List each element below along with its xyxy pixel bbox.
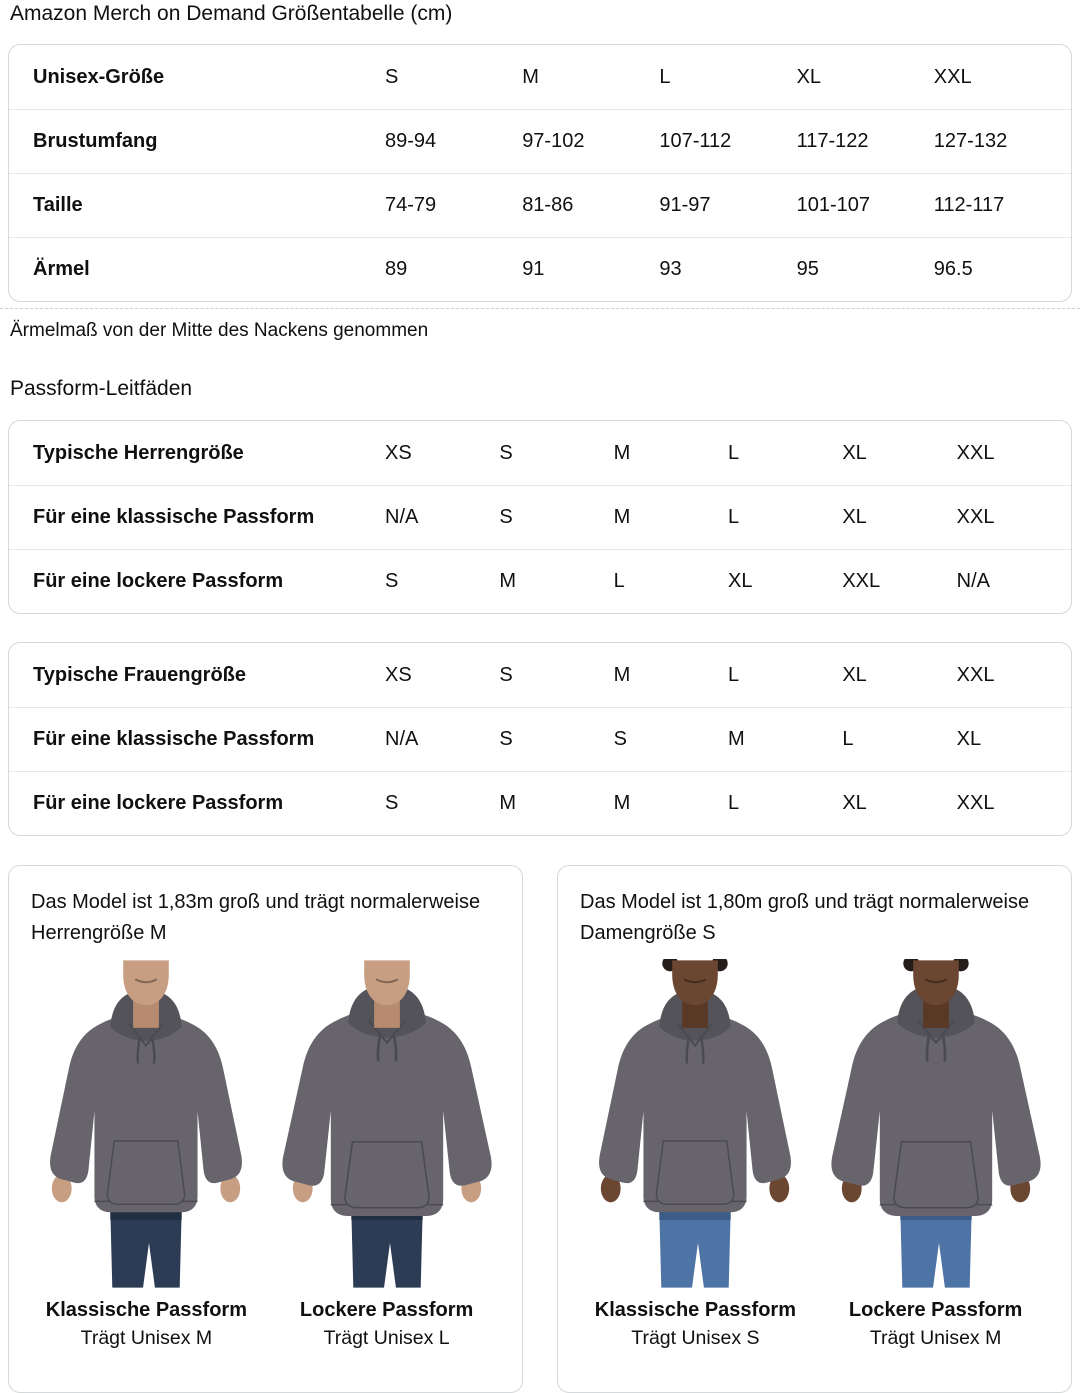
- size-cell: 107-112: [659, 130, 732, 152]
- row-label: Für eine lockere Passform: [33, 792, 284, 814]
- model-description: Das Model ist 1,80m groß und trägt normalerweise Damengröße S: [580, 891, 1030, 944]
- column-header: M: [522, 65, 539, 88]
- size-cell: 95: [796, 258, 819, 280]
- table-header-row: [9, 421, 1071, 485]
- figure-fit-label: Lockere Passform: [299, 1299, 474, 1321]
- table-header-row: [9, 643, 1071, 707]
- hoodie-model-photo: [581, 959, 809, 1289]
- size-cell: N/A: [956, 570, 990, 592]
- model-cards-row: [8, 865, 1072, 1393]
- figures-row: [31, 959, 502, 1353]
- figure-fit-label: Klassische Passform: [594, 1299, 796, 1321]
- size-cell: 127-132: [933, 130, 1008, 152]
- figure-fit-label: Klassische Passform: [45, 1299, 247, 1321]
- column-header: XXL: [956, 441, 995, 464]
- table-row: [9, 485, 1071, 549]
- model-figure-loose: [820, 959, 1051, 1353]
- column-header: S: [385, 65, 399, 88]
- figure-size-label: Trägt Unisex M: [869, 1327, 1002, 1349]
- row-label: Ärmel: [33, 258, 90, 280]
- model-figure-classic: [31, 959, 262, 1353]
- size-cell: M: [613, 506, 631, 528]
- size-cell: 112-117: [933, 194, 1005, 216]
- figure-size-label: Trägt Unisex M: [80, 1327, 213, 1349]
- size-cell: 89-94: [385, 130, 437, 152]
- table-row: [9, 707, 1071, 771]
- row-label: Taille: [33, 194, 83, 216]
- size-cell: XL: [956, 728, 982, 750]
- size-cell: 74-79: [385, 194, 437, 216]
- hoodie-model-photo: [273, 959, 501, 1289]
- row-label: Typische Herrengröße: [33, 441, 244, 464]
- column-header: XS: [385, 663, 412, 686]
- size-cell: 97-102: [522, 130, 585, 152]
- size-cell: XXL: [956, 792, 995, 814]
- size-cell: S: [499, 728, 513, 750]
- figure-size-label: Trägt Unisex S: [631, 1327, 760, 1349]
- fit-guides-heading: Passform-Leitfäden: [10, 377, 193, 400]
- dashed-divider: [0, 308, 1080, 309]
- hoodie-model-photo: [32, 959, 260, 1289]
- model-figure-loose: [271, 959, 502, 1353]
- size-cell: M: [728, 728, 745, 750]
- sleeve-measure-note: Ärmelmaß von der Mitte des Nackens genommen: [10, 320, 429, 341]
- size-cell: M: [613, 792, 631, 814]
- size-cell: XL: [728, 570, 753, 592]
- column-header: XL: [796, 65, 822, 88]
- row-label: Brustumfang: [33, 130, 158, 152]
- row-label: Unisex-Größe: [33, 65, 165, 88]
- column-header: S: [499, 663, 513, 686]
- table-row: [9, 549, 1071, 613]
- model-figure-classic: [580, 959, 811, 1353]
- figure-size-label: Trägt Unisex L: [323, 1327, 450, 1349]
- size-cell: 81-86: [522, 194, 574, 216]
- size-cell: N/A: [385, 506, 419, 528]
- unisex-size-table: [8, 44, 1072, 302]
- page-title: Amazon Merch on Demand Größentabelle (cm): [10, 2, 453, 25]
- size-cell: N/A: [385, 728, 419, 750]
- figures-row: [580, 959, 1051, 1353]
- table-row: [9, 771, 1071, 835]
- size-cell: S: [499, 506, 513, 528]
- spacer: [8, 614, 1072, 642]
- size-cell: XL: [842, 506, 867, 528]
- row-label: Für eine klassische Passform: [33, 728, 315, 750]
- womens-fit-table: [8, 642, 1072, 836]
- column-header: XXL: [933, 65, 972, 88]
- column-header: L: [659, 65, 671, 88]
- table-row: [9, 109, 1071, 173]
- figure-fit-label: Lockere Passform: [848, 1299, 1023, 1321]
- size-cell: XXL: [956, 506, 995, 528]
- table-header-row: [9, 45, 1071, 109]
- size-cell: L: [728, 792, 740, 814]
- size-cell: M: [499, 570, 516, 592]
- hoodie-model-photo: [822, 959, 1050, 1289]
- size-cell: 117-122: [796, 130, 869, 152]
- size-cell: L: [728, 506, 740, 528]
- column-header: XS: [385, 441, 412, 464]
- table-row: [9, 237, 1071, 301]
- model-card-men: [8, 865, 523, 1393]
- size-cell: 91: [522, 258, 545, 280]
- size-cell: 91-97: [659, 194, 711, 216]
- column-header: XL: [842, 663, 867, 686]
- column-header: L: [728, 441, 740, 464]
- size-cell: S: [613, 728, 627, 750]
- size-cell: 93: [659, 258, 682, 280]
- size-cell: M: [499, 792, 516, 814]
- size-cell: L: [613, 570, 625, 592]
- column-header: M: [613, 663, 631, 686]
- size-cell: XL: [842, 792, 867, 814]
- column-header: XXL: [956, 663, 995, 686]
- size-cell: S: [385, 570, 399, 592]
- column-header: M: [613, 441, 631, 464]
- row-label: Für eine lockere Passform: [33, 570, 284, 592]
- row-label: Für eine klassische Passform: [33, 506, 315, 528]
- model-description: Das Model ist 1,83m groß und trägt normalerweise Herrengröße M: [31, 891, 481, 944]
- size-cell: 96.5: [933, 258, 973, 280]
- size-cell: L: [842, 728, 854, 750]
- model-card-women: [557, 865, 1072, 1393]
- size-cell: S: [385, 792, 399, 814]
- table-row: [9, 173, 1071, 237]
- row-label: Typische Frauengröße: [33, 663, 247, 686]
- size-cell: 89: [385, 258, 408, 280]
- column-header: L: [728, 663, 740, 686]
- column-header: XL: [842, 441, 867, 464]
- mens-fit-table: [8, 420, 1072, 614]
- size-cell: XXL: [842, 570, 881, 592]
- size-cell: 101-107: [796, 194, 870, 216]
- column-header: S: [499, 441, 513, 464]
